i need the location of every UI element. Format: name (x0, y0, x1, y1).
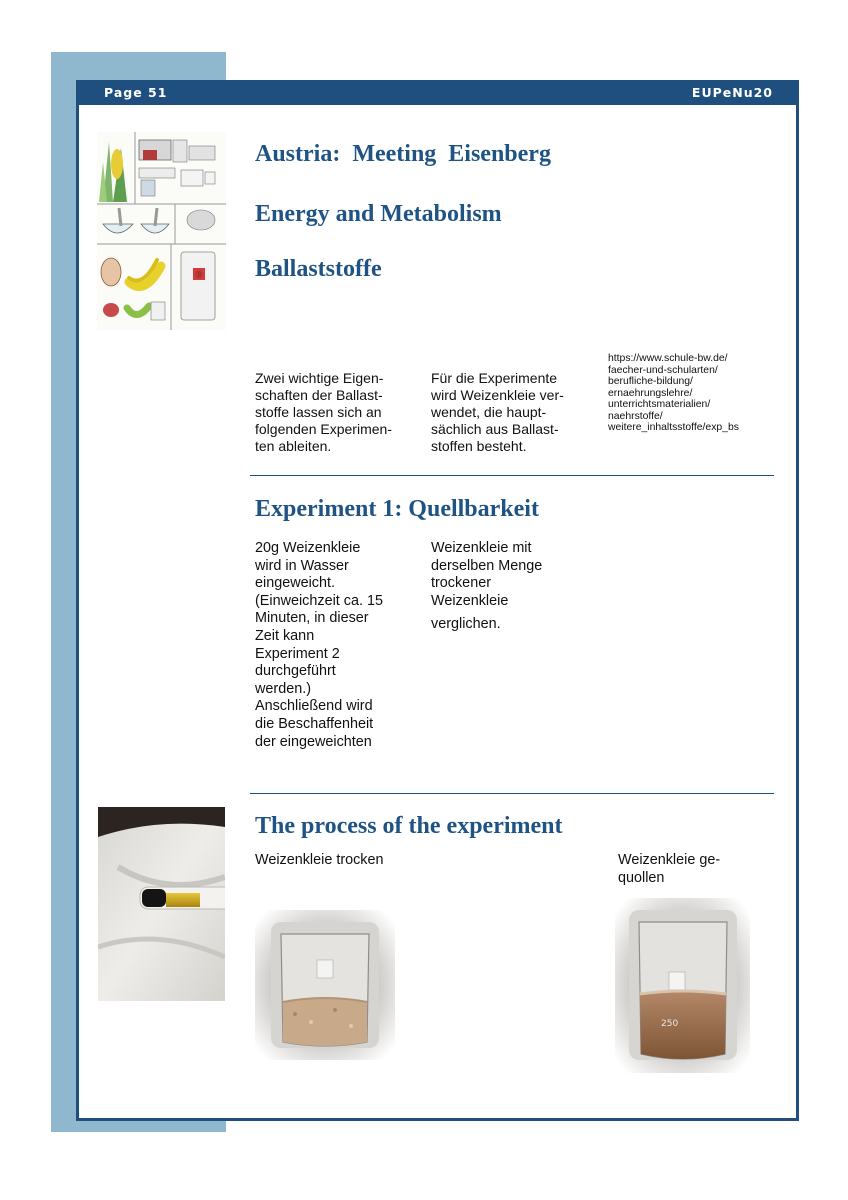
test-tube-photo (98, 807, 225, 1001)
bag-label: Ⓑ (195, 271, 203, 279)
caption-dry-bran: Weizenkleie trocken (255, 852, 384, 868)
beaker-mark: 250 (661, 1019, 679, 1029)
page-header (76, 80, 799, 105)
experiment-1-column-2-end: verglichen. (431, 616, 501, 632)
page-number: Page 51 (104, 85, 168, 100)
experiment-1-title: Experiment 1: Quellbarkeit (255, 496, 539, 522)
divider-2 (250, 793, 774, 794)
experiment-1-column-1: 20g Weizenkleie wird in Wasser eingeweicht. (Einweichzeit ca. 15 Minuten, in dieser Zeit kann Experiment 2 durchgeführt werden.) Anschließend wird die Beschaffenheit der eingeweichten (255, 540, 383, 750)
title-meeting: Austria: Meeting Eisenberg (255, 141, 551, 167)
beaker-dry-photo (255, 910, 395, 1060)
beaker-swollen-photo (615, 898, 750, 1073)
brand-label: EUPeNu20 (691, 85, 773, 100)
process-title: The process of the experiment (255, 813, 563, 839)
experiment-1-column-2: Weizenkleie mit derselben Menge trockener Weizenkleie (431, 540, 543, 609)
food-illustration (97, 132, 226, 330)
title-ballaststoffe: Ballaststoffe (255, 256, 382, 282)
title-energy: Energy and Metabolism (255, 201, 502, 227)
intro-column-1: Zwei wichtige Eigen- schaften der Ballast- stoffe lassen sich an folgenden Experimen- ten ableiten. (255, 370, 392, 454)
source-url: https://www.schule-bw.de/ faecher-und-schularten/ berufliche-bildung/ ernaehrungslehre/ unterrichtsmaterialien/ naehrstoffe/ weitere_inhaltsstoffe/exp_bs (608, 353, 739, 433)
divider-1 (250, 475, 774, 476)
caption-swollen-bran: Weizenkleie ge- quollen (618, 852, 721, 886)
intro-column-2: Für die Experimente wird Weizenkleie ver- wendet, die haupt- sächlich aus Ballast- stoffen besteht. (431, 370, 564, 454)
